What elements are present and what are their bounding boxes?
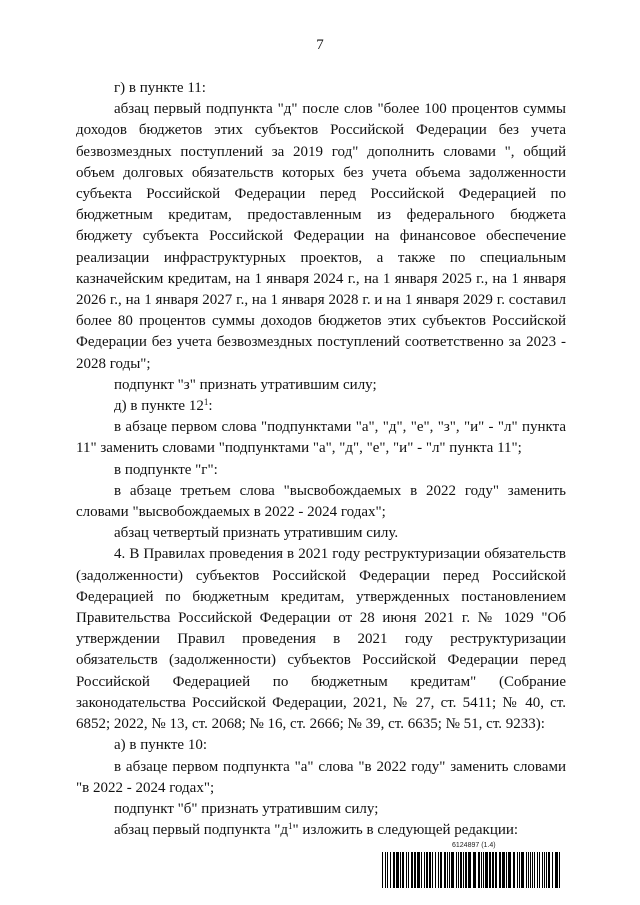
barcode-bar: [483, 852, 484, 888]
superscript: 1: [288, 821, 293, 832]
barcode-bar: [489, 852, 491, 888]
barcode-bar: [508, 852, 511, 888]
barcode-bar: [444, 852, 446, 888]
barcode-bar: [411, 852, 413, 888]
paragraph-text: :: [208, 398, 213, 415]
paragraph: г) в пункте 11:: [114, 80, 206, 96]
barcode-icon: [382, 852, 562, 888]
paragraph: в абзаце третьем слова "высвобождаемых в 2022 году" заменить словами "высвобождаемых в 2022 - 2024 годах";: [76, 482, 566, 521]
paragraph: [76, 820, 566, 841]
paragraph: подпункт "б" признать утратившим силу;: [114, 800, 379, 817]
superscript: 1: [203, 397, 209, 408]
barcode-bar: [406, 852, 407, 888]
barcode-bar: [382, 852, 383, 888]
barcode-bar: [408, 852, 409, 888]
barcode-bar: [421, 852, 422, 888]
barcode-bar: [460, 852, 462, 888]
barcode-bar: [526, 852, 527, 888]
barcode-bar: [426, 852, 428, 888]
barcode-bar: [499, 852, 501, 888]
paragraph-text: " изложить в следующей редакции:: [292, 822, 519, 839]
barcode-bar: [513, 852, 515, 888]
document-body: [76, 78, 566, 841]
barcode-bar: [414, 852, 416, 888]
barcode-bar: [432, 852, 433, 888]
barcode-bar: [485, 852, 488, 888]
paragraph: 4. В Правилах проведения в 2021 году реструктуризации обязательств (задолженности) субъектов Российской Федерации перед Российской Федерацией по бюджетным кредитам, утвержденных постановлением Правительства Российской Федерации от 28 июня 2021 г. № 1029 "Об утверждении Правил проведения в 2021 году реструктуризации обязательств (задолженности) субъектов Российской Федерации перед Российской Федерацией по бюджетным кредитам" (Собрание законодательства Российской Федерации, 2021, № 27, ст. 5411; № 40, ст. 6852; 2022, № 13, ст. 2068; № 16, ст. 2666; № 39, ст. 6635; № 51, ст. 9233):: [76, 546, 566, 733]
barcode-bar: [451, 852, 454, 888]
barcode-bar: [393, 852, 395, 888]
barcode-bar: [435, 852, 436, 888]
barcode-bar: [534, 852, 535, 888]
barcode-bar: [519, 852, 520, 888]
paragraph-text: абзац первый подпункта "д: [114, 822, 289, 839]
barcode-bar: [449, 852, 450, 888]
barcode-bar: [396, 852, 399, 888]
barcode-bar: [537, 852, 538, 888]
barcode-bar: [552, 852, 553, 888]
barcode-bar: [456, 852, 457, 888]
barcode-bar: [385, 852, 386, 888]
barcode-bar: [447, 852, 448, 888]
page-number: 7: [316, 37, 324, 53]
barcode-bar: [417, 852, 420, 888]
barcode-bar: [532, 852, 533, 888]
paragraph: [76, 396, 566, 417]
barcode-bar: [429, 852, 431, 888]
barcode-bar: [463, 852, 464, 888]
barcode-bar: [506, 852, 507, 888]
barcode-bar: [468, 852, 471, 888]
barcode-bar: [528, 852, 529, 888]
paragraph-text: д) в пункте 12: [114, 398, 204, 415]
barcode-bar: [521, 852, 524, 888]
paragraph: в абзаце первом слова "подпунктами "а", "д", "е", "з", "и" - "л" пункта 11" заменить словами "подпунктами "а", "д", "е", "и" - "л" пункта 11";: [76, 419, 566, 457]
barcode-bar: [481, 852, 482, 888]
barcode-bar: [539, 852, 540, 888]
barcode-bar: [390, 852, 391, 888]
barcode-bar: [502, 852, 505, 888]
barcode-bar: [400, 852, 401, 888]
barcode-bar: [478, 852, 480, 888]
barcode-bar: [546, 852, 547, 888]
barcode-bar: [548, 852, 550, 888]
paragraph: в абзаце первом подпункта "а" слова "в 2022 году" заменить словами "в 2022 - 2024 годах";: [76, 758, 566, 796]
barcode-bar: [530, 852, 531, 888]
barcode-bar: [492, 852, 494, 888]
paragraph: а) в пункте 10:: [114, 737, 208, 754]
barcode-bar: [559, 852, 560, 888]
paragraph: абзац четвертый признать утратившим силу.: [114, 525, 399, 542]
barcode-block: [382, 842, 562, 892]
barcode-bar: [465, 852, 467, 888]
barcode-bar: [458, 852, 459, 888]
barcode-label: 6124897 (1.4): [452, 842, 496, 849]
barcode-bar: [555, 852, 558, 888]
paragraph: в подпункте "г":: [114, 461, 218, 478]
barcode-bar: [438, 852, 439, 888]
barcode-bar: [387, 852, 388, 888]
paragraph: подпункт "з" признать утратившим силу;: [114, 376, 377, 393]
barcode-bar: [542, 852, 543, 888]
barcode-bar: [440, 852, 442, 888]
barcode-bar: [495, 852, 497, 888]
barcode-bar: [473, 852, 476, 888]
barcode-bar: [544, 852, 545, 888]
barcode-bar: [424, 852, 425, 888]
barcode-bar: [517, 852, 518, 888]
barcode-bar: [402, 852, 404, 888]
paragraph: абзац первый подпункта "д" после слов "более 100 процентов суммы доходов бюджетов этих субъектов Российской Федерации без учета безвозмездных поступлений за 2019 год" дополнить словами ", общий объем долговых обязательств которых без учета объема задолженности субъекта Российской Федерации перед Российской Федерацией по бюджетным кредитам, предоставленным из федерального бюджета бюджету субъекта Российской Федерации на финансовое обеспечение реализации инфраструктурных проектов, а также по специальным казначейским кредитам, на 1 января 2024 г., на 1 января 2025 г., на 1 января 2026 г., на 1 января 2027 г., на 1 января 2028 г. и на 1 января 2029 г. составил более 80 процентов суммы доходов бюджетов этих субъектов Российской Федерации без учета безвозмездных поступлений соответственно за 2023 - 2028 годы";: [76, 101, 566, 372]
